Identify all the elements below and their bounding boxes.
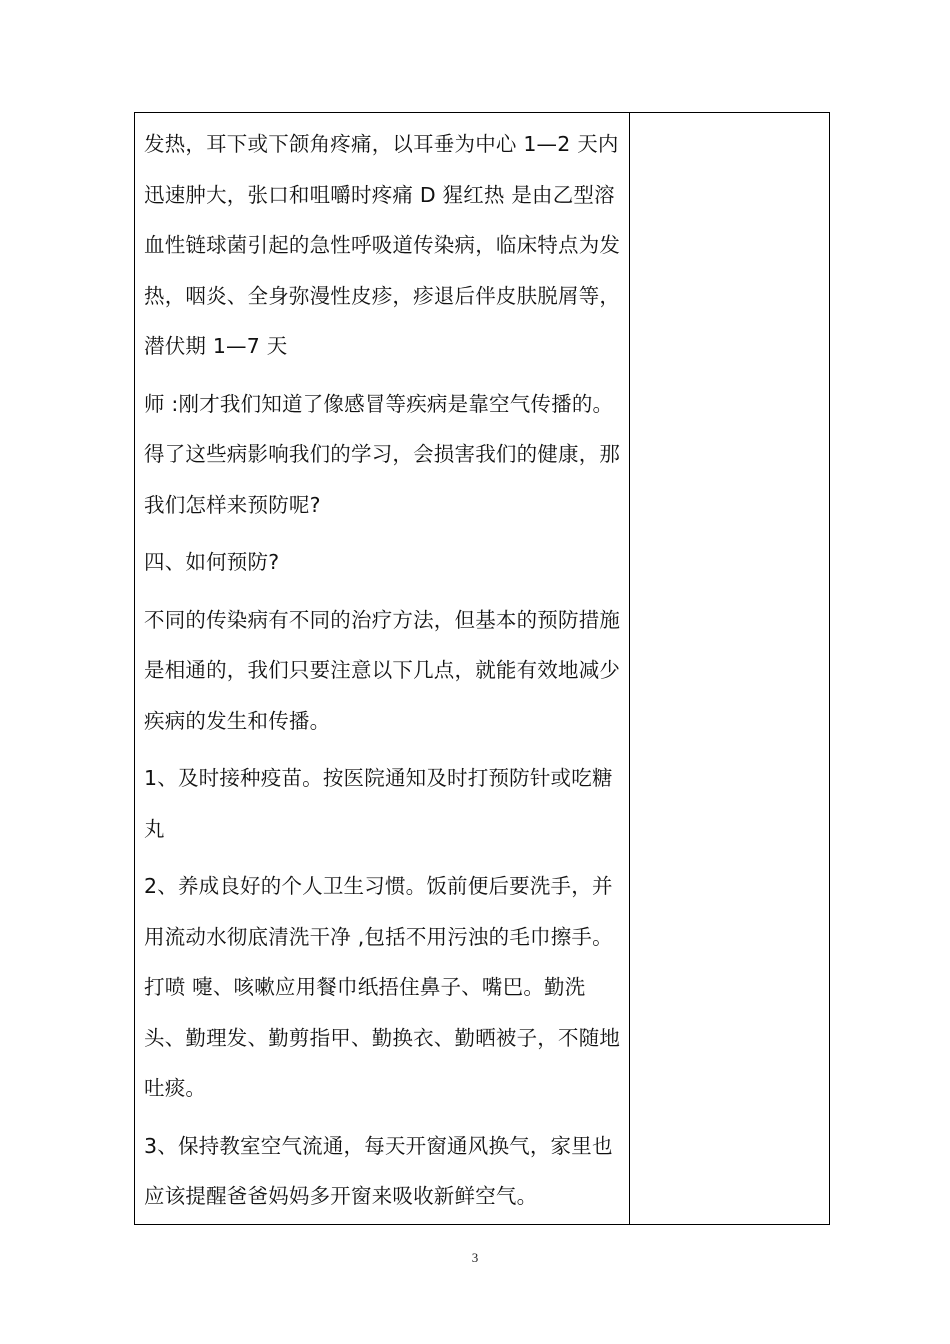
list-item-vaccination: 1、及时接种疫苗。按医院通知及时打预防针或吃糖丸 xyxy=(144,766,613,841)
paragraph-teacher-question: 师 :刚才我们知道了像感冒等疾病是靠空气传播的。得了这些病影响我们的学习，会损害我们的健康，那我们怎样来预防呢? xyxy=(144,391,621,517)
content-column xyxy=(135,113,630,1224)
section-heading-prevention: 四、如何预防? xyxy=(144,550,280,574)
paragraph-disease-description: 发热，耳下或下颌角疼痛，以耳垂为中心 1—2 天内迅速肿大，张口和咀嚼时疼痛 D 猩红热 是由乙型溶血性链球菌引起的急性呼吸道传染病，临床特点为发热，咽炎、全身弥漫性皮疹，疹退后伴皮肤脱屑等，潜伏期 1—7 天 xyxy=(144,132,621,358)
lesson-table xyxy=(134,112,830,1225)
notes-column xyxy=(630,113,829,1224)
list-item-ventilation: 3、保持教室空气流通，每天开窗通风换气，家里也应该提醒爸爸妈妈多开窗来吸收新鲜空气。 xyxy=(144,1133,613,1208)
page-number: 3 xyxy=(471,1250,479,1265)
list-item-hygiene: 2、养成良好的个人卫生习惯。饭前便后要洗手，并用流动水彻底清洗干净 ,包括不用污浊的毛巾擦手。打喷 嚏、咳嗽应用餐巾纸捂住鼻子、嘴巴。勤洗头、勤理发、勤剪指甲、勤换衣、勤晒被子，不随地吐痰。 xyxy=(144,874,621,1100)
paragraph-prevention-intro: 不同的传染病有不同的治疗方法，但基本的预防措施是相通的，我们只要注意以下几点，就能有效地减少疾病的发生和传播。 xyxy=(144,607,621,733)
